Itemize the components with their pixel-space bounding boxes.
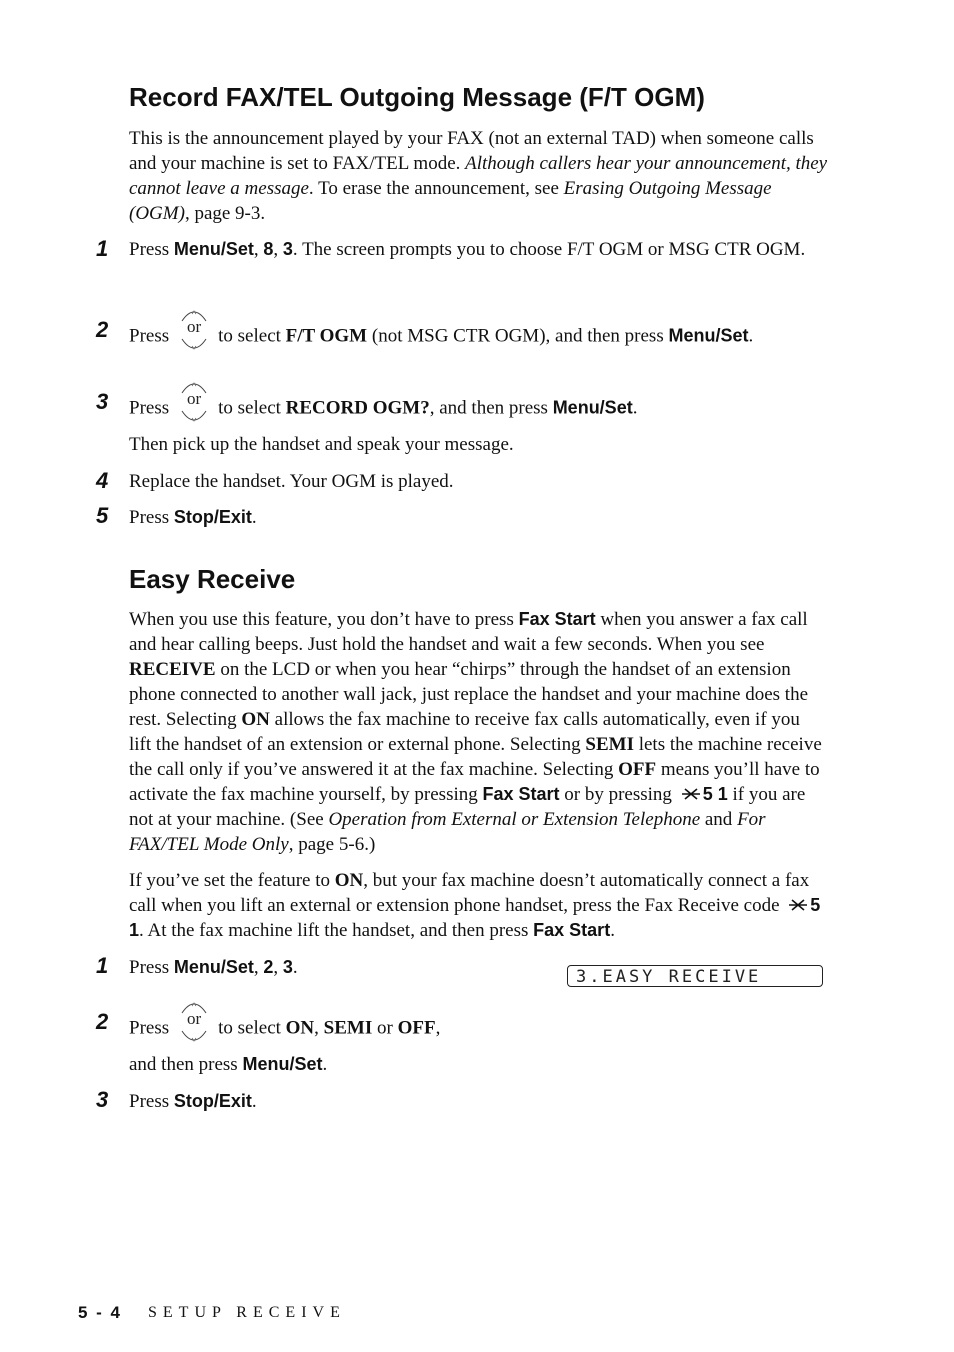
navigation-up-down-icon: or [177, 997, 211, 1047]
easy-receive-paragraph-2: If you’ve set the feature to ON, but your fax machine doesn’t automatically connect a fax call when you lift an external or extension phone handset, press the Fax Receive code 5 1. At the fax machine lift the handset, and then press Fax Start. [129, 870, 821, 941]
chapter-title: SETUP RECEIVE [148, 1304, 346, 1321]
page-number: 5 - 4 [78, 1303, 123, 1322]
step-number: 1 [96, 236, 109, 261]
navigation-up-down-icon: or [177, 305, 211, 355]
section-title-easy-receive: Easy Receive [129, 564, 296, 594]
step-number: 2 [96, 317, 109, 342]
easy-receive-step-1: Press Menu/Set, 2, 3. [129, 957, 298, 978]
easy-receive-step-2: Press or to select ON, SEMI or OFF, [129, 1011, 440, 1047]
lcd-display: 3.EASY RECEIVE [567, 965, 823, 987]
record-ogm-step-3-note: Then pick up the handset and speak your message. [129, 434, 514, 455]
easy-receive-paragraph-1: When you use this feature, you don’t have to press Fax Start when you answer a fax call and hear calling beeps. Just hold the handset and wait a few seconds. When you see RECEIVE on the LCD or when you hear “chirps” through the handset of an extension phone connected to another wall jack, just replace the handset and your machine does the rest. Selecting ON allows the fax machine to receive fax calls automatically, even if you lift the handset of an extension or external phone. Selecting SEMI lets the machine receive the call only if you’ve answered it at the fax machine. Selecting OFF means you’ll have to activate the fax machine yourself, by pressing Fax Start or by pressing 5 1 if you are not at your machine. (See Operation from External or Extension Telephone and For FAX/TEL Mode Only, page 5-6.) [129, 609, 822, 855]
step-number: 3 [96, 389, 109, 414]
step-number: 4 [96, 468, 109, 493]
step-number: 3 [96, 1087, 109, 1112]
navigation-up-down-icon: or [177, 377, 211, 427]
step-number: 1 [96, 953, 109, 978]
easy-receive-step-2-continued: and then press Menu/Set. [129, 1054, 328, 1075]
star-key-icon [788, 898, 808, 912]
record-ogm-intro: This is the announcement played by your FAX (not an external TAD) when someone calls and your machine is set to FAX/TEL mode. Although callers hear your announcement, they cannot leave a message. To erase the announcement, see Erasing Outgoing Message (OGM), page 9-3. [129, 128, 828, 224]
star-key-icon [681, 787, 701, 801]
record-ogm-step-1: Press Menu/Set, 8, 3. The screen prompts you to choose F/T OGM or MSG CTR OGM. [129, 239, 806, 260]
record-ogm-step-4: Replace the handset. Your OGM is played. [129, 471, 454, 492]
record-ogm-step-3: Press or to select RECORD OGM?, and then press Menu/Set. [129, 391, 637, 427]
step-number: 5 [96, 503, 109, 528]
easy-receive-step-3: Press Stop/Exit. [129, 1091, 257, 1112]
section-title-record-ogm: Record FAX/TEL Outgoing Message (F/T OGM) [129, 82, 705, 112]
record-ogm-step-2: Press or to select F/T OGM (not MSG CTR OGM), and then press Menu/Set. [129, 319, 753, 355]
step-number: 2 [96, 1009, 109, 1034]
record-ogm-step-5: Press Stop/Exit. [129, 507, 257, 528]
